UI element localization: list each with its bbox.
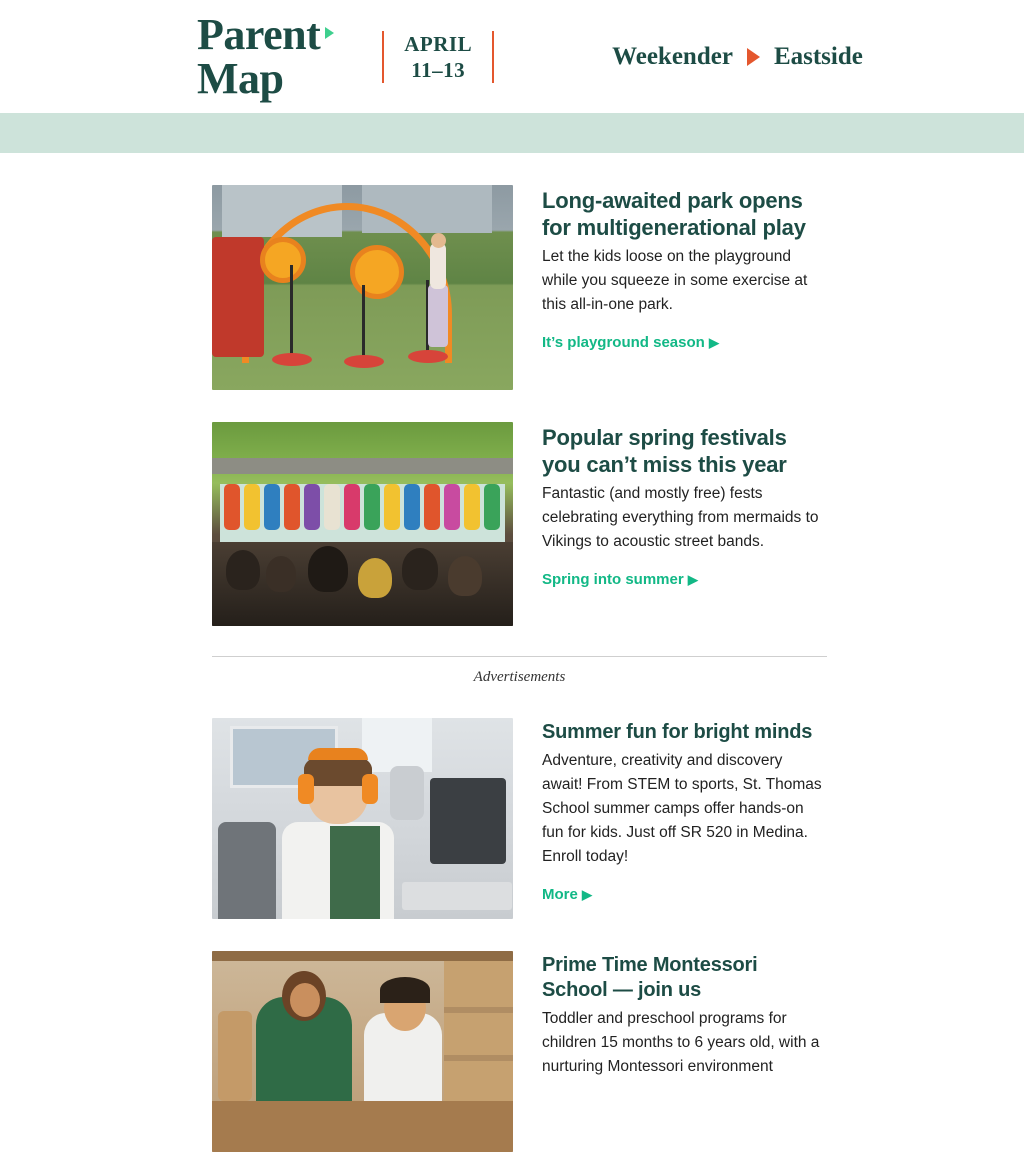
ad-cta-label: More xyxy=(542,886,578,903)
issue-days: 11–13 xyxy=(411,57,466,82)
story-dek: Let the kids loose on the playground while you squeeze in some exercise at this all-in-one park. xyxy=(542,248,808,313)
classroom-photo xyxy=(212,718,513,919)
logo-line-2: Map xyxy=(197,53,284,103)
parentmap-logo[interactable] xyxy=(197,9,340,103)
ad-headline[interactable]: Prime Time Montessori School — join us xyxy=(542,954,758,1001)
story-item xyxy=(212,185,827,390)
header-accent-band xyxy=(0,113,1024,153)
ad-headline[interactable]: Summer fun for bright minds xyxy=(542,721,813,743)
ad-item xyxy=(212,951,827,1152)
story-cta-link[interactable] xyxy=(542,571,698,588)
story-headline[interactable]: Popular spring festivals you can’t miss this year xyxy=(542,425,787,477)
montessori-photo xyxy=(212,951,513,1152)
arrow-right-icon xyxy=(747,48,760,66)
ad-cta-link[interactable] xyxy=(542,886,592,903)
newsletter-body xyxy=(0,185,1024,1152)
logo-line-1: Parent xyxy=(197,9,321,59)
story-text xyxy=(542,422,827,626)
story-text xyxy=(542,185,827,390)
site-header xyxy=(0,0,1024,113)
ad-thumbnail[interactable] xyxy=(212,718,513,919)
issue-date xyxy=(382,31,494,83)
ad-text xyxy=(542,718,827,919)
nav-weekender[interactable]: Weekender xyxy=(612,42,733,70)
arrow-right-icon: ▶ xyxy=(582,887,593,902)
story-dek: Fantastic (and mostly free) fests celebrating everything from mermaids to Vikings to acoustic street bands. xyxy=(542,485,819,550)
story-headline[interactable]: Long-awaited park opens for multigenerational play xyxy=(542,188,806,240)
advertisements-label: Advertisements xyxy=(473,669,566,685)
festival-photo xyxy=(212,422,513,626)
story-thumbnail[interactable] xyxy=(212,185,513,390)
arrow-right-icon: ▶ xyxy=(708,335,719,350)
playground-photo xyxy=(212,185,513,390)
ad-thumbnail[interactable] xyxy=(212,951,513,1152)
edition-nav xyxy=(612,43,863,71)
advertisements-divider xyxy=(212,656,827,686)
story-cta-label: Spring into summer xyxy=(542,571,684,588)
ad-dek: Adventure, creativity and discovery await! From STEM to sports, St. Thomas School summer camps offer hands-on fun for kids. Just off SR 520 in Medina. Enroll today! xyxy=(542,752,822,865)
play-triangle-icon xyxy=(325,27,334,39)
arrow-right-icon: ▶ xyxy=(687,572,698,587)
story-thumbnail[interactable] xyxy=(212,422,513,626)
nav-eastside[interactable]: Eastside xyxy=(773,42,863,70)
story-item xyxy=(212,422,827,626)
story-cta-link[interactable] xyxy=(542,334,719,351)
ad-dek: Toddler and preschool programs for children 15 months to 6 years old, with a nurturing Montessori environment xyxy=(542,1010,820,1075)
ad-text xyxy=(542,951,827,1152)
issue-month: APRIL xyxy=(404,31,473,56)
ad-item xyxy=(212,718,827,919)
story-cta-label: It’s playground season xyxy=(542,334,705,351)
